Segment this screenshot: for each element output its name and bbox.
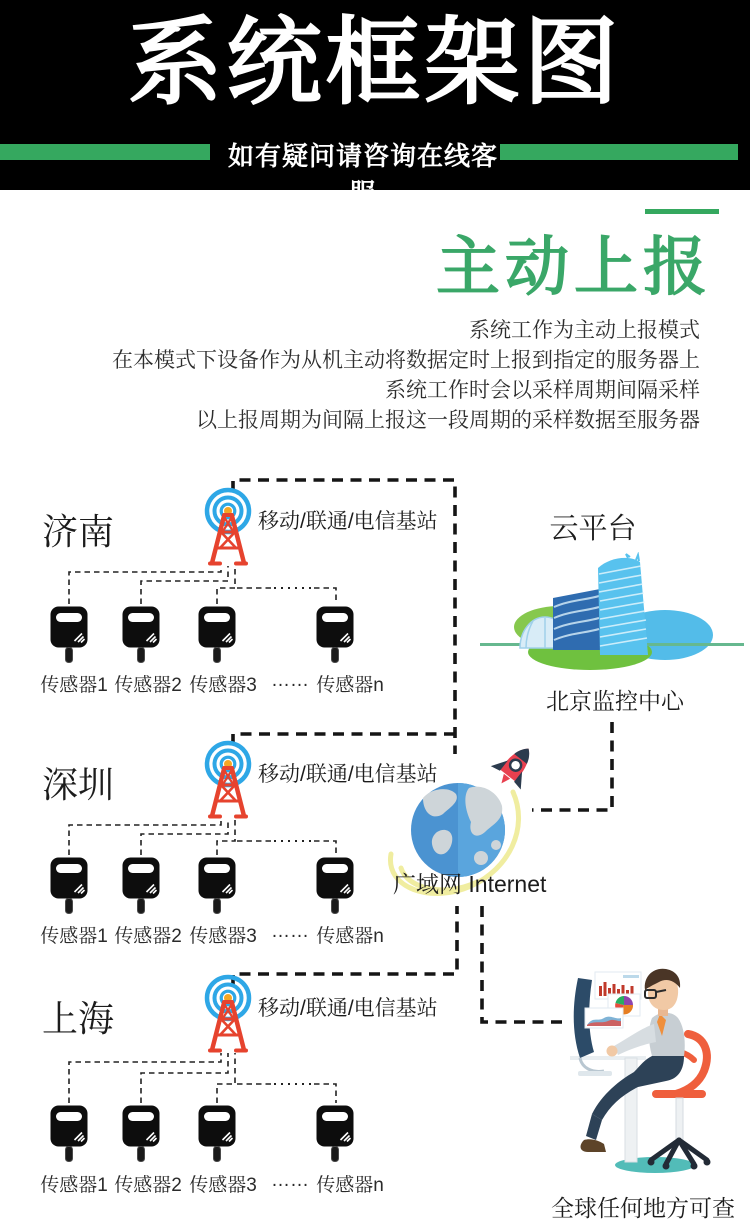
cloud-platform-label: 云平台 [549,513,637,545]
sensor-icon [121,605,161,667]
description-line: 系统工作为主动上报模式 [469,319,700,342]
city-section-jinan [0,486,460,576]
sensor-label: 传感器3 [189,675,257,696]
monitoring-center-label: 北京监控中心 [546,688,684,714]
cell-tower-icon [200,973,256,1053]
sensor-row-shanghai [0,1104,430,1199]
sensor-icon [49,605,89,667]
wan-internet-label: 广域网 Internet [393,871,547,897]
sensor-row-shenzhen [0,856,430,951]
sensor-icon [315,605,355,667]
description-line: 在本模式下设备作为从机主动将数据定时上报到指定的服务器上 [112,349,700,372]
sensor-icon [197,856,237,918]
sensor-icon [315,1104,355,1166]
sensor-icon [49,1104,89,1166]
global-access-label: 全球任何地方可查 [551,1195,735,1221]
banner-subtitle: 如有疑问请咨询在线客服 [227,141,498,208]
sensor-label: 传感器3 [189,926,257,947]
city-name: 济南 [42,511,115,552]
city-section-shanghai [0,973,460,1063]
sensor-icon [197,605,237,667]
sensor-ellipsis: …… [271,921,309,942]
description-line: 以上报周期为间隔上报这一段周期的采样数据至服务器 [196,409,700,432]
person-at-desk-illustration [548,948,750,1180]
sensor-label: 传感器2 [114,1175,182,1196]
cloud-city-illustration [478,552,750,672]
page-title: 系统框架图 [127,10,623,116]
sensor-row-jinan [0,605,430,700]
sensor-icon [197,1104,237,1166]
sensor-label: 传感器2 [114,926,182,947]
sensor-label: 传感器1 [40,1175,108,1196]
base-station-label: 移动/联通/电信基站 [258,763,438,786]
base-station-label: 移动/联通/电信基站 [258,997,438,1020]
section-title: 主动上报 [436,231,712,303]
city-name: 深圳 [42,764,115,805]
cell-tower-icon [200,486,256,566]
city-name: 上海 [42,998,115,1039]
sensor-icon [121,856,161,918]
sensor-icon [121,1104,161,1166]
sensor-icon [315,856,355,918]
cell-tower-icon [200,739,256,819]
sensor-ellipsis: …… [271,670,309,691]
sensor-ellipsis: …… [271,1170,309,1191]
sensor-label: 传感器1 [40,926,108,947]
sensor-label: 传感器3 [189,1175,257,1196]
sensor-label: 传感器n [316,675,384,696]
base-station-label: 移动/联通/电信基站 [258,510,438,533]
sensor-label: 传感器n [316,1175,384,1196]
sensor-label: 传感器1 [40,675,108,696]
sensor-label: 传感器2 [114,675,182,696]
sensor-icon [49,856,89,918]
description-line: 系统工作时会以采样周期间隔采样 [385,379,700,402]
sensor-label: 传感器n [316,926,384,947]
